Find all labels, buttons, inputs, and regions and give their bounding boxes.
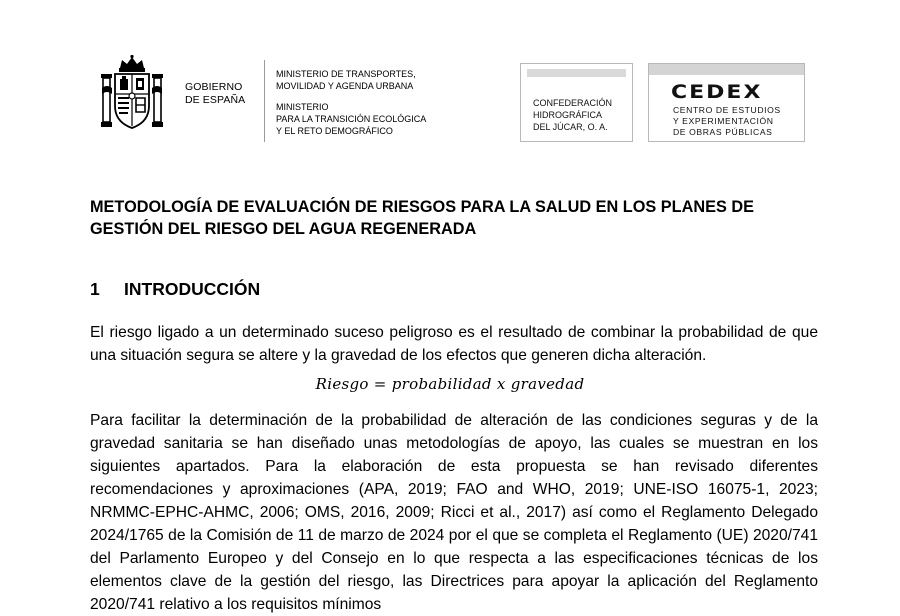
ministry-transport-line-1: MINISTERIO DE TRANSPORTES,	[276, 69, 416, 79]
chj-logo-bar	[527, 69, 626, 77]
cedex-sub-line-1: CENTRO DE ESTUDIOS	[673, 105, 781, 115]
cedex-logo-bar	[649, 64, 804, 75]
ministry-transport-line-2: MOVILIDAD Y AGENDA URBANA	[276, 81, 414, 91]
header-divider	[264, 60, 265, 142]
ministry-ecological-line-3: Y EL RETO DEMOGRÁFICO	[276, 126, 393, 136]
government-of-spain-label	[185, 81, 245, 107]
chj-logo-box	[520, 63, 633, 142]
document-title: METODOLOGÍA DE EVALUACIÓN DE RIESGOS PARA LA SALUD EN LOS PLANES DE GESTIÓN DEL RIESGO DEL AGUA REGENERADA	[90, 198, 754, 238]
cedex-logo	[671, 82, 762, 104]
ministry-ecological-transition-label	[276, 101, 426, 137]
chj-line-1: CONFEDERACIÓN	[533, 98, 613, 108]
ministry-transport-label	[276, 68, 416, 92]
section-title: INTRODUCCIÓN	[124, 279, 261, 299]
paragraph-2: Para facilitar la determinación de la probabilidad de alteración de las condiciones seguras y de la gravedad sanitaria se han diseñado unas metodologías de apoyo, las cuales se muestran en los siguientes apartados. Para la elaboración de esta propuesta se han revisado diferentes recomendaciones y aproximaciones (APA, 2019; FAO and WHO, 2019; UNE-ISO 16075-1, 2023; NRMMC-EPHC-AHMC, 2006; OMS, 2016, 2009; Ricci et al., 2017) así como el Reglamento Delegado 2024/1765 de la Comisión de 11 de marzo de 2024 por el que se completa el Reglamento (UE) 2020/741 del Parlamento Europeo y del Consejo en lo que respecta a las especificaciones técnicas de los elementos clave de la gestión del riesgo, las Directrices para apoyar la aplicación del Reglamento 2020/741 relativo a los requisitos mínimos	[90, 412, 818, 613]
section-number: 1	[90, 279, 100, 299]
cedex-logo-box	[648, 63, 805, 142]
gobierno-line-2: DE ESPAÑA	[185, 94, 246, 106]
risk-formula: Riesgo = probabilidad x gravedad	[315, 375, 585, 393]
ministry-ecological-line-1: MINISTERIO	[276, 102, 329, 112]
cedex-logo-text: CEDEX	[671, 81, 763, 104]
ministry-ecological-line-2: PARA LA TRANSICIÓN ECOLÓGICA	[276, 114, 427, 124]
gobierno-line-1: GOBIERNO	[185, 81, 243, 93]
chj-logo-text	[533, 97, 612, 133]
coat-of-arms-emblem	[100, 54, 164, 132]
paragraph-1: El riesgo ligado a un determinado suceso peligroso es el resultado de combinar la probabilidad de que una situación segura se altere y la gravedad de los efectos que generen dicha alteración.	[90, 324, 818, 364]
section-heading	[90, 278, 260, 300]
cedex-sub-line-3: DE OBRAS PÚBLICAS	[673, 127, 773, 137]
cedex-subtitle	[673, 105, 781, 138]
chj-line-3: DEL JÚCAR, O. A.	[533, 122, 608, 132]
cedex-sub-line-2: Y EXPERIMENTACIÓN	[673, 116, 774, 126]
chj-line-2: HIDROGRÁFICA	[533, 110, 603, 120]
